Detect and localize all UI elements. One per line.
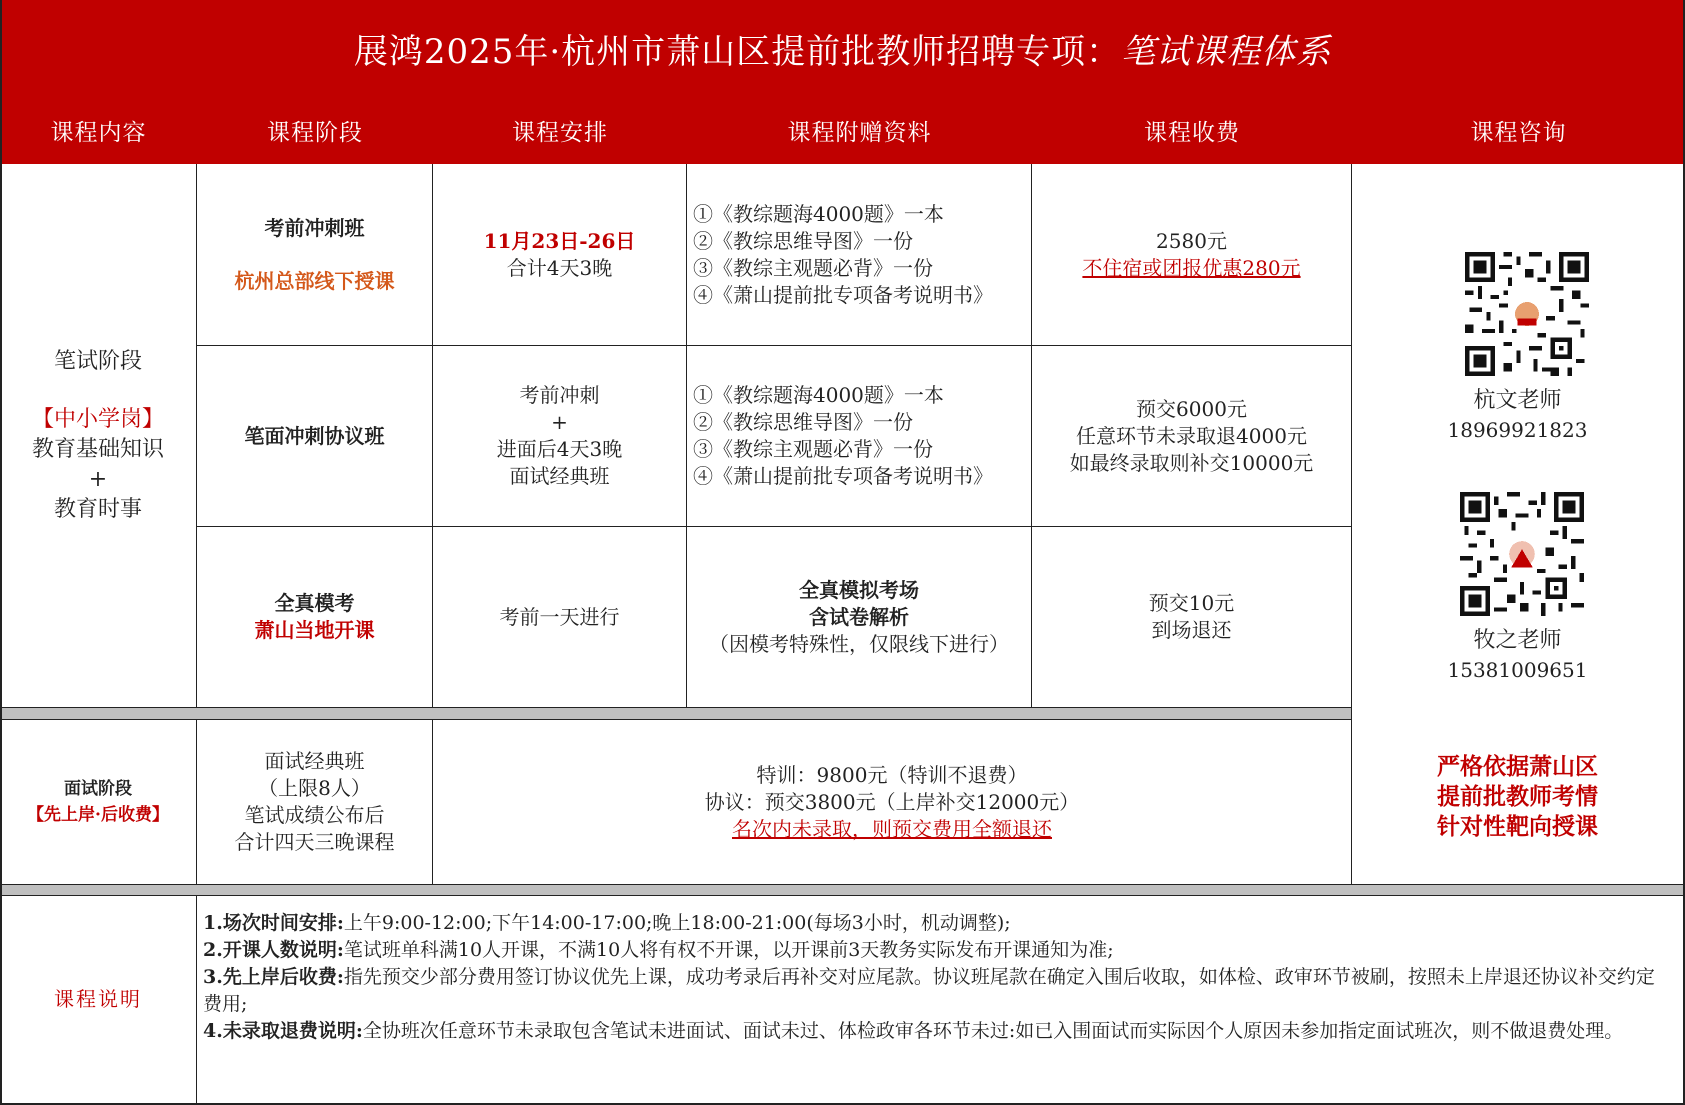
content-title: 笔试阶段: [53, 349, 142, 374]
stage-name: 全真模考: [274, 591, 355, 615]
material-item: ③《教综主观题必背》一份: [693, 437, 933, 461]
schedule-line: 进面后4天3晚: [496, 437, 623, 461]
header-fee: 课程收费: [1032, 96, 1352, 164]
schedule-line: 面试经典班: [509, 464, 610, 488]
material-item: ③《教综主观题必背》一份: [693, 255, 933, 280]
fee-line: 到场退还: [1151, 618, 1232, 642]
interview-refund-note: 名次内未录取，则预交费用全额退还: [732, 816, 1052, 841]
interview-stage-cell: [197, 720, 432, 884]
interview-line: 笔试成绩公布后: [244, 803, 385, 827]
page-title: [0, 0, 1685, 96]
header-materials: 课程附赠资料: [687, 96, 1032, 164]
interview-line: （上限8人）: [258, 776, 371, 800]
schedule-cell: [433, 346, 686, 526]
material-item: ④《萧山提前批专项备考说明书》: [693, 282, 993, 307]
notes-content: [197, 896, 1683, 1103]
fee-price: 2580元: [1156, 228, 1227, 253]
fee-cell: [1032, 346, 1351, 526]
fee-cell: [1032, 527, 1351, 707]
stage-location: 萧山当地开课: [254, 618, 375, 642]
note-heading: 4.未录取退费说明:: [203, 1020, 363, 1042]
note-item: [203, 910, 1667, 937]
header-stage: 课程阶段: [197, 96, 433, 164]
fee-line: 任意环节未录取退4000元: [1076, 423, 1307, 448]
stage-location: 杭州总部线下授课: [234, 268, 395, 293]
teacher-phone[interactable]: 15381009651: [1447, 658, 1588, 682]
consult-slogan: [1352, 752, 1683, 842]
header-schedule: 课程安排: [433, 96, 687, 164]
interview-stage-content: [0, 720, 196, 884]
material-item: ②《教综思维导图》一份: [693, 228, 913, 253]
stage-name: 笔面冲刺协议班: [244, 423, 385, 448]
teacher-name: 牧之老师: [1473, 628, 1562, 653]
material-item: ②《教综思维导图》一份: [693, 410, 913, 434]
material-item: 含试卷解析: [809, 604, 909, 629]
fee-line: 预交6000元: [1136, 396, 1247, 421]
schedule-line: +: [551, 410, 568, 434]
interview-fee-line: 特训：9800元（特训不退费）: [756, 762, 1028, 787]
schedule-cell: [433, 164, 686, 345]
fee-line: 预交10元: [1148, 591, 1235, 615]
note-text: 指先预交少部分费用签订协议优先上课，成功考录后再补交对应尾款。协议班尾款在确定入围后收取，如体检、政审环节被刷，按照未上岸退还协议补交约定费用;: [203, 966, 1655, 1015]
note-item: [203, 937, 1667, 964]
note-text: 笔试班单科满10人开课，不满10人将有权不开课，以开课前3天教务实际发布开课通知为准;: [343, 939, 1114, 961]
interview-line: 面试经典班: [264, 749, 365, 773]
fee-line: 如最终录取则补交10000元: [1069, 450, 1314, 475]
note-heading: 3.先上岸后收费:: [203, 966, 344, 988]
notes-label: 课程说明: [54, 987, 142, 1011]
schedule-duration: 合计4天3晚: [506, 255, 613, 280]
materials-cell: [687, 527, 1031, 707]
note-item: [203, 1018, 1667, 1045]
stage-cell: [197, 527, 432, 707]
written-stage-content: [0, 164, 196, 708]
note-heading: 1.场次时间安排:: [203, 912, 344, 934]
consult-cell: [1352, 164, 1683, 884]
materials-cell: [687, 346, 1031, 526]
interview-title: 面试阶段: [64, 779, 132, 799]
slogan-line: 提前批教师考情: [1437, 783, 1598, 810]
qr-code[interactable]: [1465, 252, 1589, 376]
content-position: 【中小学岗】: [31, 407, 164, 432]
teacher-phone[interactable]: 18969921823: [1447, 418, 1588, 442]
fee-discount: 不住宿或团报优惠280元: [1082, 255, 1301, 280]
material-item: ①《教综题海4000题》一本: [693, 383, 944, 407]
note-heading: 2.开课人数说明:: [203, 939, 344, 961]
note-text: 全协班次任意环节未录取包含笔试未进面试、面试未过、体检政审各环节未过:如已入围面试而实际因个人原因未参加指定面试班次，则不做退费处理。: [362, 1020, 1624, 1042]
schedule-line: 考前一天进行: [499, 604, 620, 629]
stage-cell: [197, 346, 432, 526]
schedule-date: 11月23日-26日: [483, 228, 636, 253]
title-main: 展鸿2025年·杭州市萧山区提前批教师招聘专项：: [353, 31, 1122, 72]
content-subject: 教育时事: [53, 497, 142, 522]
teacher-name: 杭文老师: [1473, 388, 1562, 413]
note-item: [203, 964, 1667, 1018]
content-plus: +: [88, 467, 108, 492]
fee-cell: [1032, 164, 1351, 345]
interview-policy: 【先上岸·后收费】: [27, 805, 169, 825]
title-accent: 笔试课程体系: [1121, 31, 1332, 72]
interview-fee-line: 协议：预交3800元（上岸补交12000元）: [704, 789, 1080, 814]
materials-cell: [687, 164, 1031, 345]
material-item: 全真模拟考场: [799, 577, 919, 602]
qr-code[interactable]: [1460, 492, 1584, 616]
header-content: 课程内容: [0, 96, 197, 164]
slogan-line: 严格依据萧山区: [1437, 753, 1598, 780]
schedule-cell: [433, 527, 686, 707]
header-consult: 课程咨询: [1352, 96, 1685, 164]
stage-name: 考前冲刺班: [264, 215, 365, 240]
material-item: （因模考特殊性，仅限线下进行）: [709, 631, 1009, 656]
section-separator: [0, 708, 1352, 719]
interview-fee-cell: [433, 720, 1351, 884]
note-text: 上午9:00-12:00;下午14:00-17:00;晚上18:00-21:00(每场3小时，机动调整);: [343, 912, 1011, 934]
interview-line: 合计四天三晚课程: [234, 830, 395, 854]
schedule-line: 考前冲刺: [519, 383, 600, 407]
slogan-line: 针对性靶向授课: [1437, 813, 1598, 840]
material-item: ①《教综题海4000题》一本: [693, 201, 944, 226]
stage-cell: [197, 164, 432, 345]
content-subject: 教育基础知识: [31, 437, 164, 462]
material-item: ④《萧山提前批专项备考说明书》: [693, 464, 993, 488]
